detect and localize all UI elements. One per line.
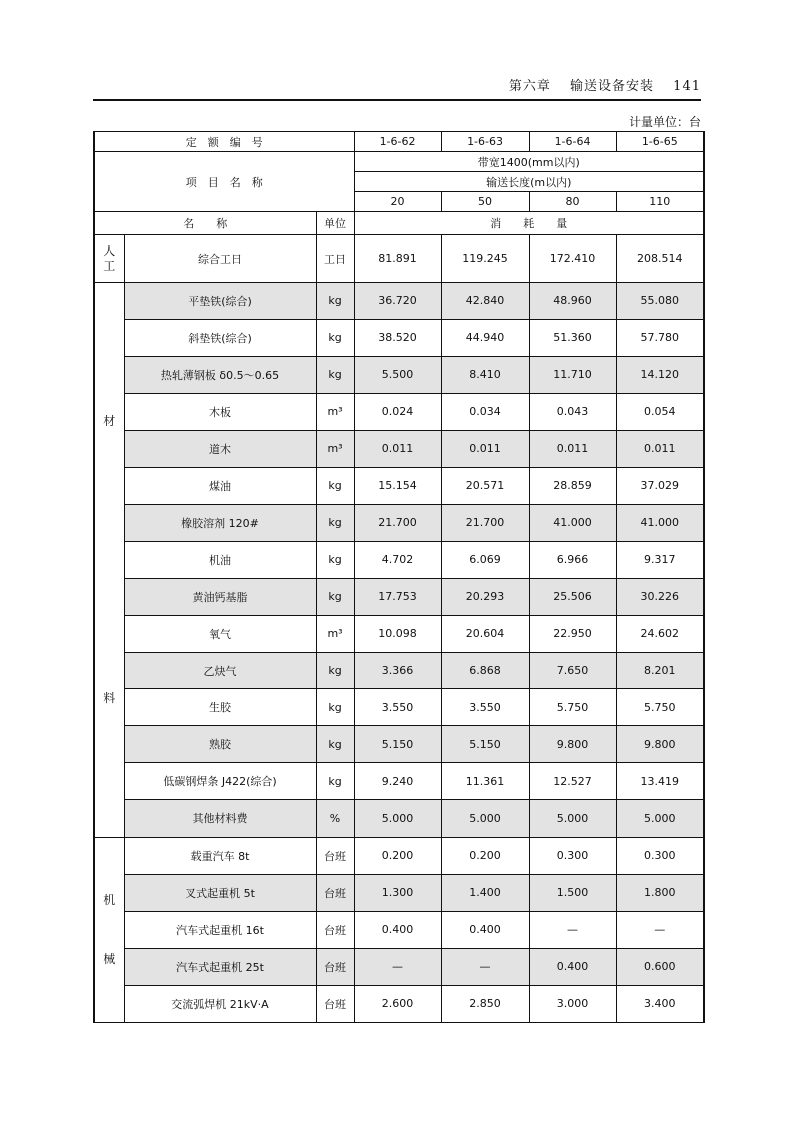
table-row: [94, 911, 704, 948]
value-cell: 11.710: [529, 356, 616, 393]
value-cell: 24.602: [616, 615, 704, 652]
category-labor: 人 工: [94, 235, 124, 283]
table-row: [94, 652, 704, 689]
value-cell: 8.201: [616, 652, 704, 689]
value-cell: 57.780: [616, 319, 704, 356]
unit-note: 计量单位：台: [628, 115, 701, 129]
value-cell: —: [529, 911, 616, 948]
value-cell: 0.300: [529, 837, 616, 874]
length-label: 输送长度(m以内): [354, 172, 704, 192]
table-row: [94, 467, 704, 504]
value-cell: 9.800: [616, 726, 704, 763]
item-name: 叉式起重机 5t: [124, 874, 316, 911]
value-cell: 3.400: [616, 985, 704, 1022]
table-row: [94, 393, 704, 430]
table-row: [94, 430, 704, 467]
value-cell: 15.154: [354, 467, 441, 504]
value-cell: 0.011: [354, 430, 441, 467]
value-cell: 13.419: [616, 763, 704, 800]
item-unit: 台班: [316, 911, 354, 948]
item-name: 综合工日: [124, 235, 316, 283]
value-cell: 10.098: [354, 615, 441, 652]
table-row: [94, 837, 704, 874]
value-cell: 17.753: [354, 578, 441, 615]
item-name: 低碳钢焊条 J422(综合): [124, 763, 316, 800]
page-number: 141: [673, 79, 701, 94]
value-cell: 5.500: [354, 356, 441, 393]
value-cell: 4.702: [354, 541, 441, 578]
value-cell: 0.200: [354, 837, 441, 874]
value-cell: 5.150: [441, 726, 529, 763]
item-unit: kg: [316, 319, 354, 356]
value-cell: 5.150: [354, 726, 441, 763]
item-unit: 工日: [316, 235, 354, 283]
value-cell: 0.034: [441, 393, 529, 430]
item-name: 熟胶: [124, 726, 316, 763]
item-name: 其他材料费: [124, 800, 316, 837]
value-cell: 1.300: [354, 874, 441, 911]
table-row: [94, 541, 704, 578]
item-name-label: 项 目 名 称: [94, 152, 354, 212]
table-row: [94, 319, 704, 356]
value-cell: 12.527: [529, 763, 616, 800]
table-row: [94, 948, 704, 985]
table-row: [94, 800, 704, 837]
belt-width-label: 带宽1400(mm以内): [354, 152, 704, 172]
belt-width-row: [94, 152, 704, 172]
category-machine-char: 机: [103, 892, 116, 907]
length-cell: 80: [529, 192, 616, 212]
item-unit: kg: [316, 578, 354, 615]
value-cell: —: [616, 911, 704, 948]
value-cell: 0.400: [529, 948, 616, 985]
table-row: [94, 726, 704, 763]
item-name: 平垫铁(综合): [124, 283, 316, 320]
code-cell: 1-6-62: [354, 132, 441, 152]
value-cell: 119.245: [441, 235, 529, 283]
value-cell: 0.400: [441, 911, 529, 948]
value-cell: 41.000: [529, 504, 616, 541]
category-material-char: 材: [103, 413, 116, 428]
item-name: 乙炔气: [124, 652, 316, 689]
table-row: [94, 504, 704, 541]
item-unit: kg: [316, 689, 354, 726]
value-cell: 9.317: [616, 541, 704, 578]
item-name: 生胶: [124, 689, 316, 726]
code-label: 定 额 编 号: [94, 132, 354, 152]
value-cell: 6.868: [441, 652, 529, 689]
value-cell: 22.950: [529, 615, 616, 652]
item-name: 木板: [124, 393, 316, 430]
item-name: 机油: [124, 541, 316, 578]
item-unit: kg: [316, 356, 354, 393]
category-material-char: 料: [103, 690, 116, 705]
item-unit: kg: [316, 283, 354, 320]
value-cell: 3.550: [354, 689, 441, 726]
code-cell: 1-6-65: [616, 132, 704, 152]
value-cell: 51.360: [529, 319, 616, 356]
item-name: 汽车式起重机 25t: [124, 948, 316, 985]
item-unit: kg: [316, 726, 354, 763]
value-cell: 7.650: [529, 652, 616, 689]
value-cell: 3.000: [529, 985, 616, 1022]
table-row: [94, 874, 704, 911]
item-unit: 台班: [316, 985, 354, 1022]
table-row: [94, 578, 704, 615]
page-header: [495, 75, 701, 94]
value-cell: —: [441, 948, 529, 985]
header-rule: [93, 99, 701, 101]
name-column-header: 名 称: [94, 212, 316, 235]
item-unit: 台班: [316, 948, 354, 985]
value-cell: 20.604: [441, 615, 529, 652]
table-row: [94, 985, 704, 1022]
section-title: 输送设备安装: [570, 79, 655, 94]
value-cell: 3.550: [441, 689, 529, 726]
value-cell: 172.410: [529, 235, 616, 283]
category-machine: [94, 837, 124, 1022]
value-cell: 9.800: [529, 726, 616, 763]
value-cell: 5.750: [529, 689, 616, 726]
item-name: 载重汽车 8t: [124, 837, 316, 874]
category-material: [94, 283, 124, 838]
value-cell: 0.400: [354, 911, 441, 948]
value-cell: 14.120: [616, 356, 704, 393]
item-unit: %: [316, 800, 354, 837]
value-cell: 11.361: [441, 763, 529, 800]
length-cell: 20: [354, 192, 441, 212]
value-cell: 2.600: [354, 985, 441, 1022]
chapter-title: 第六章: [508, 79, 551, 94]
code-row: [94, 132, 704, 152]
value-cell: 0.011: [441, 430, 529, 467]
item-unit: kg: [316, 467, 354, 504]
item-unit: kg: [316, 652, 354, 689]
table-row: [94, 615, 704, 652]
item-name: 黄油钙基脂: [124, 578, 316, 615]
value-cell: 2.850: [441, 985, 529, 1022]
value-cell: 5.000: [616, 800, 704, 837]
item-name: 斜垫铁(综合): [124, 319, 316, 356]
value-cell: 30.226: [616, 578, 704, 615]
value-cell: 1.400: [441, 874, 529, 911]
value-cell: 9.240: [354, 763, 441, 800]
value-cell: 21.700: [441, 504, 529, 541]
value-cell: 20.293: [441, 578, 529, 615]
value-cell: 0.054: [616, 393, 704, 430]
value-cell: 28.859: [529, 467, 616, 504]
value-cell: 8.410: [441, 356, 529, 393]
value-cell: 208.514: [616, 235, 704, 283]
value-cell: 36.720: [354, 283, 441, 320]
value-cell: 0.043: [529, 393, 616, 430]
value-cell: 0.011: [529, 430, 616, 467]
consumption-column-header: 消 耗 量: [354, 212, 704, 235]
unit-column-header: 单位: [316, 212, 354, 235]
value-cell: 5.750: [616, 689, 704, 726]
column-header-row: [94, 212, 704, 235]
code-cell: 1-6-63: [441, 132, 529, 152]
item-unit: 台班: [316, 874, 354, 911]
value-cell: 41.000: [616, 504, 704, 541]
value-cell: 44.940: [441, 319, 529, 356]
value-cell: 6.069: [441, 541, 529, 578]
quota-table: [93, 131, 705, 1023]
item-name: 橡胶溶剂 120#: [124, 504, 316, 541]
item-unit: kg: [316, 763, 354, 800]
item-unit: m³: [316, 430, 354, 467]
item-name: 氧气: [124, 615, 316, 652]
value-cell: 0.600: [616, 948, 704, 985]
value-cell: 0.011: [616, 430, 704, 467]
item-name: 交流弧焊机 21kV·A: [124, 985, 316, 1022]
table-row: [94, 689, 704, 726]
item-name: 汽车式起重机 16t: [124, 911, 316, 948]
value-cell: 5.000: [529, 800, 616, 837]
value-cell: 0.024: [354, 393, 441, 430]
value-cell: 42.840: [441, 283, 529, 320]
value-cell: 6.966: [529, 541, 616, 578]
value-cell: 20.571: [441, 467, 529, 504]
value-cell: 1.500: [529, 874, 616, 911]
item-unit: kg: [316, 541, 354, 578]
value-cell: 1.800: [616, 874, 704, 911]
length-cell: 50: [441, 192, 529, 212]
value-cell: 5.000: [354, 800, 441, 837]
item-name: 热轧薄钢板 δ0.5～0.65: [124, 356, 316, 393]
value-cell: 38.520: [354, 319, 441, 356]
value-cell: 48.960: [529, 283, 616, 320]
table-row: [94, 763, 704, 800]
item-unit: m³: [316, 393, 354, 430]
value-cell: 3.366: [354, 652, 441, 689]
value-cell: 5.000: [441, 800, 529, 837]
value-cell: 0.300: [616, 837, 704, 874]
item-unit: kg: [316, 504, 354, 541]
table-row: [94, 235, 704, 283]
item-name: 煤油: [124, 467, 316, 504]
table-row: [94, 356, 704, 393]
item-unit: 台班: [316, 837, 354, 874]
value-cell: 37.029: [616, 467, 704, 504]
value-cell: —: [354, 948, 441, 985]
value-cell: 81.891: [354, 235, 441, 283]
value-cell: 0.200: [441, 837, 529, 874]
item-name: 道木: [124, 430, 316, 467]
value-cell: 25.506: [529, 578, 616, 615]
code-cell: 1-6-64: [529, 132, 616, 152]
table-row: [94, 283, 704, 320]
value-cell: 55.080: [616, 283, 704, 320]
value-cell: 21.700: [354, 504, 441, 541]
category-machine-char: 械: [103, 951, 116, 966]
item-unit: m³: [316, 615, 354, 652]
length-cell: 110: [616, 192, 704, 212]
